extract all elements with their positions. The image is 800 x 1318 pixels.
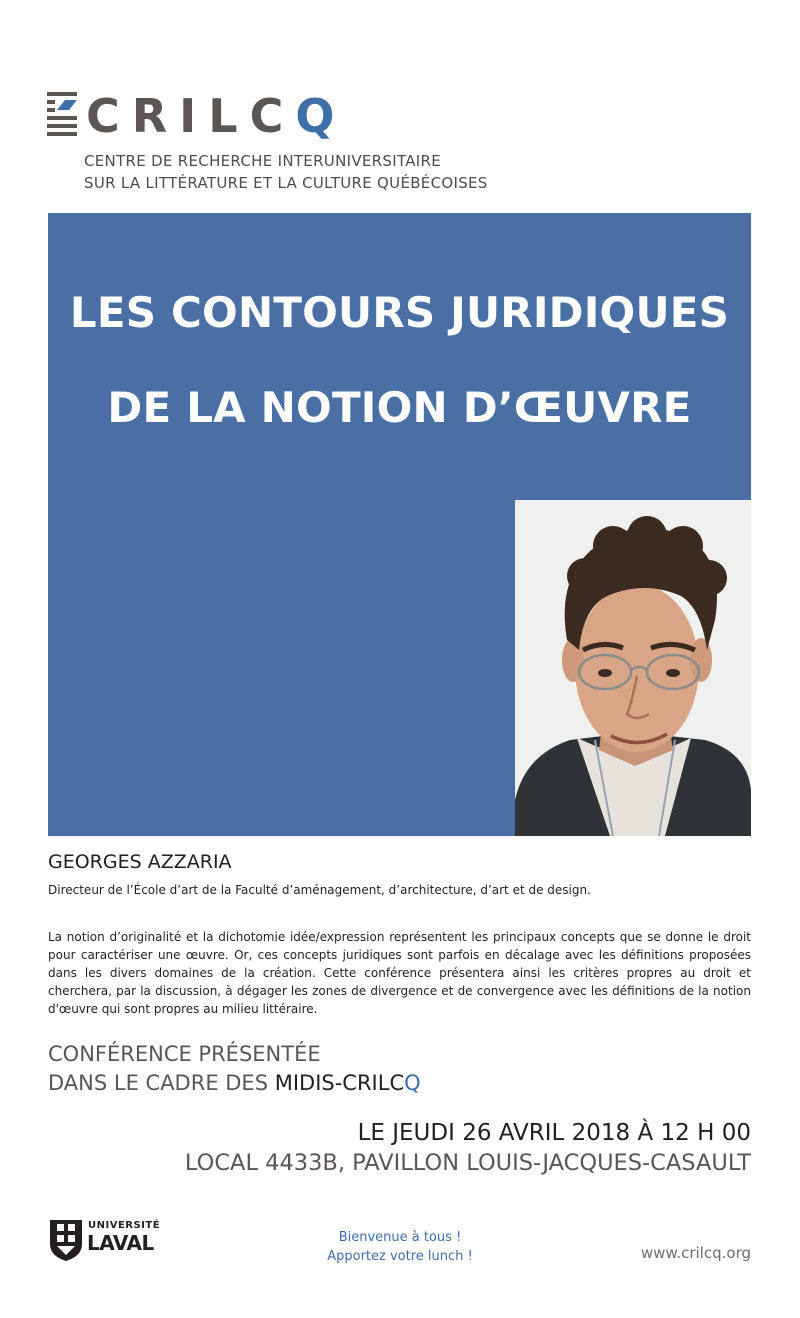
title-line1: LES CONTOURS JURIDIQUES <box>69 288 730 337</box>
abstract-paragraph: La notion d’originalité et la dichotomie idée/expression représentent les principaux concepts que se donne le droit pour caractériser une œuvre. Or, ces concepts juridiques sont parfois en décalage avec les définitions proposées dans les divers domaines de la création. Cette conférence présentera ainsi les critères propres au droit et cherchera, par la discussion, à dégager les zones de divergence et de convergence avec les définitions de la notion d'œuvre qui sont propres au milieu littéraire. <box>48 930 751 1016</box>
conference-line2-prefix: DANS LE CADRE DES <box>48 1071 275 1095</box>
midis-crilcq-label: MIDIS-CRILC <box>274 1071 405 1095</box>
event-place: LOCAL 4433B, PAVILLON LOUIS-JACQUES-CASAULT <box>184 1150 751 1176</box>
speaker-role: Directeur de l’École d’art de la Faculté d’aménagement, d’architecture, d’art et de design. <box>48 883 591 897</box>
logo-text: CRILC <box>86 89 296 143</box>
speaker-portrait <box>515 500 751 836</box>
university-top-label: UNIVERSITÉ <box>88 1220 161 1231</box>
org-name-line2: SUR LA LITTÉRATURE ET LA CULTURE QUÉBÉCOISES <box>84 174 488 192</box>
title-line2: DE LA NOTION D’ŒUVRE <box>107 383 692 432</box>
crilcq-logo-wordmark <box>86 86 346 146</box>
event-date: LE JEUDI 26 AVRIL 2018 À 12 H 00 <box>357 1120 751 1146</box>
org-name-line1: CENTRE DE RECHERCHE INTERUNIVERSITAIRE <box>84 152 442 170</box>
conference-line2 <box>48 1071 421 1095</box>
speaker-name: GEORGES AZZARIA <box>48 851 232 873</box>
crilcq-logo-mark-icon <box>47 92 77 136</box>
welcome-line2: Apportez votre lunch ! <box>327 1249 473 1264</box>
website-link[interactable]: www.crilcq.org <box>640 1244 751 1262</box>
university-name-label: LAVAL <box>87 1231 154 1255</box>
logo-q: Q <box>295 89 347 143</box>
welcome-line1: Bienvenue à tous ! <box>338 1230 462 1245</box>
conference-line1: CONFÉRENCE PRÉSENTÉE <box>48 1042 321 1066</box>
midis-crilcq-q: Q <box>404 1071 421 1095</box>
